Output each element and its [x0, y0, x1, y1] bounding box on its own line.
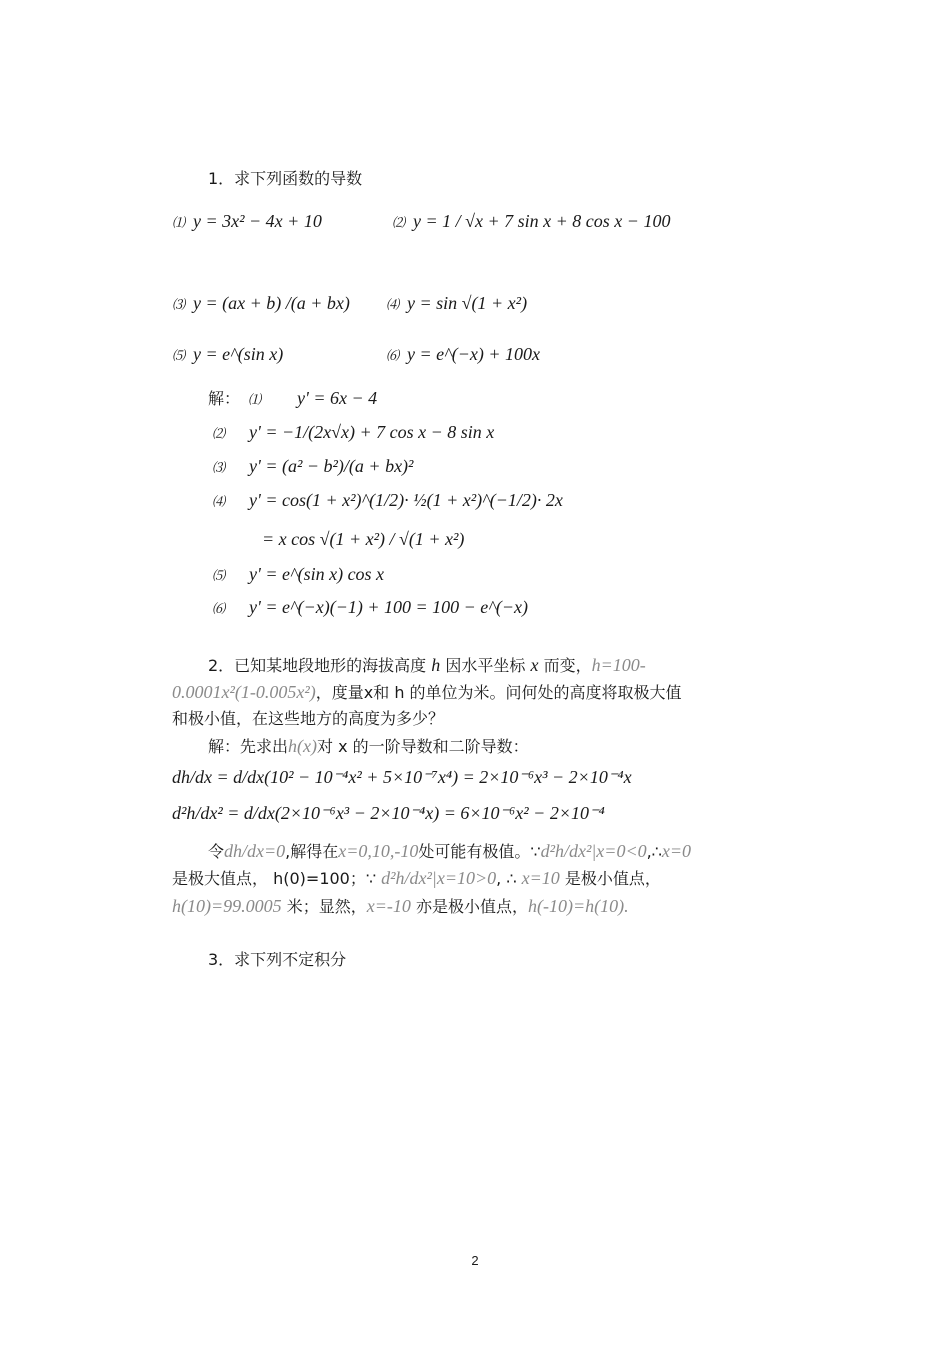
text: 令 [208, 842, 225, 861]
q1-solution-2 [212, 421, 494, 446]
item-label: ⑶ [212, 461, 226, 476]
formula: dh/dx=0 [224, 841, 286, 861]
item-expr: y' = (a² − b²)/(a + bx)² [249, 456, 414, 476]
text: 是极大值点， [172, 869, 269, 888]
formula: x=0 [661, 841, 691, 861]
formula: x=0,10,-10 [338, 841, 419, 861]
item-expr: y = sin √(1 + x²) [407, 293, 528, 313]
q1-solution-5 [212, 563, 384, 588]
var-x: x [530, 655, 539, 675]
q2-para-2 [172, 867, 661, 890]
q1-item-3 [172, 292, 350, 317]
formula: d²h/dx²|x=0<0 [540, 841, 647, 861]
formula: h(-10)=h(10). [528, 896, 629, 916]
q1-solution-4-cont [262, 528, 464, 550]
item-expr: y = e^(−x) + 100x [407, 344, 540, 364]
q2-eq-first-derivative: dh/dx = d/dx(10² − 10⁻⁴x² + 5×10⁻⁷x⁴) = 2×10⁻⁶x³ − 2×10⁻⁴x [172, 767, 632, 787]
q2-para-1 [208, 840, 691, 863]
item-expr: y = 3x² − 4x + 10 [193, 211, 322, 231]
text: 因水平坐标 [445, 656, 526, 675]
q1-heading: 1．求下列函数的导数 [208, 169, 363, 188]
q1-item-2 [392, 210, 670, 235]
q1-item-5 [172, 343, 283, 368]
item-label: ⑷ [212, 495, 226, 510]
item-label: ⑴ [172, 216, 186, 231]
item-expr: y = e^(sin x) [193, 344, 284, 364]
text: , ∴ [496, 869, 517, 888]
q2-line-1 [208, 654, 646, 677]
text: 米；显然， [286, 897, 367, 916]
item-label: ⑹ [212, 602, 226, 617]
item-label: ⑵ [212, 427, 226, 442]
text: 2．已知某地段地形的海拔高度 [208, 656, 427, 675]
item-expr: y' = e^(−x)(−1) + 100 = 100 − e^(−x) [249, 597, 528, 617]
formula: x=-10 [366, 896, 411, 916]
q2-line-3: 和极小值，在这些地方的高度为多少？ [172, 709, 445, 728]
item-expr: y' = cos(1 + x²)^(1/2)· ½(1 + x²)^(−1/2)· 2x [249, 490, 563, 510]
item-expr: y = 1 / √x + 7 sin x + 8 cos x − 100 [413, 211, 671, 231]
item-label: ⑵ [392, 216, 406, 231]
solution-prefix: 解： [208, 389, 241, 408]
text: ，度量x和 h 的单位为米。问何处的高度将取极大值 [315, 683, 682, 702]
text: ；∵ [349, 869, 377, 888]
text: 对 x 的一阶导数和二阶导数： [317, 737, 529, 756]
formula-h-cont: 0.0001x²(1-0.005x²) [172, 682, 316, 702]
q1-item-4 [386, 292, 527, 317]
q1-item-6 [386, 343, 540, 368]
q1-solution-4 [212, 489, 563, 514]
text: 处可能有极值。∵ [418, 842, 541, 861]
item-label: ⑸ [212, 569, 226, 584]
q2-line-2 [172, 681, 682, 704]
item-label: ⑴ [248, 393, 262, 408]
item-label: ⑷ [386, 298, 400, 313]
item-expr: y' = −1/(2x√x) + 7 cos x − 8 sin x [249, 422, 495, 442]
value: h(0)=100 [273, 869, 350, 888]
q2-para-3 [172, 895, 629, 918]
item-expr: = x cos √(1 + x²) / √(1 + x²) [262, 529, 465, 549]
item-expr: y = (ax + b) /(a + bx) [193, 293, 350, 313]
var-hx: h(x) [288, 736, 317, 756]
q1-solution-3 [212, 455, 413, 480]
formula: h(10)=99.0005 [172, 896, 282, 916]
text: ,∴ [646, 842, 662, 861]
item-label: ⑶ [172, 298, 186, 313]
text: 亦是极小值点， [415, 897, 528, 916]
q2-solution-intro [208, 735, 529, 758]
var-h: h [431, 655, 441, 675]
formula: x=10 [521, 868, 560, 888]
page-number: 2 [471, 1253, 479, 1268]
text: ,解得在 [285, 842, 339, 861]
item-expr: y' = 6x − 4 [297, 388, 378, 408]
formula: d²h/dx²|x=10>0 [381, 868, 497, 888]
q2-eq-second-derivative: d²h/dx² = d/dx(2×10⁻⁶x³ − 2×10⁻⁴x) = 6×10⁻⁶x² − 2×10⁻⁴ [172, 803, 605, 823]
formula-h: h=100- [591, 655, 646, 675]
text: 解：先求出 [208, 737, 289, 756]
q3-heading: 3．求下列不定积分 [208, 950, 347, 969]
item-expr: y' = e^(sin x) cos x [249, 564, 385, 584]
q1-solution-6 [212, 596, 528, 621]
q1-item-1 [172, 210, 322, 235]
text: 是极小值点， [564, 869, 661, 888]
item-label: ⑸ [172, 349, 186, 364]
q1-solution-1 [208, 387, 377, 412]
item-label: ⑹ [386, 349, 400, 364]
text: 而变， [543, 656, 592, 675]
